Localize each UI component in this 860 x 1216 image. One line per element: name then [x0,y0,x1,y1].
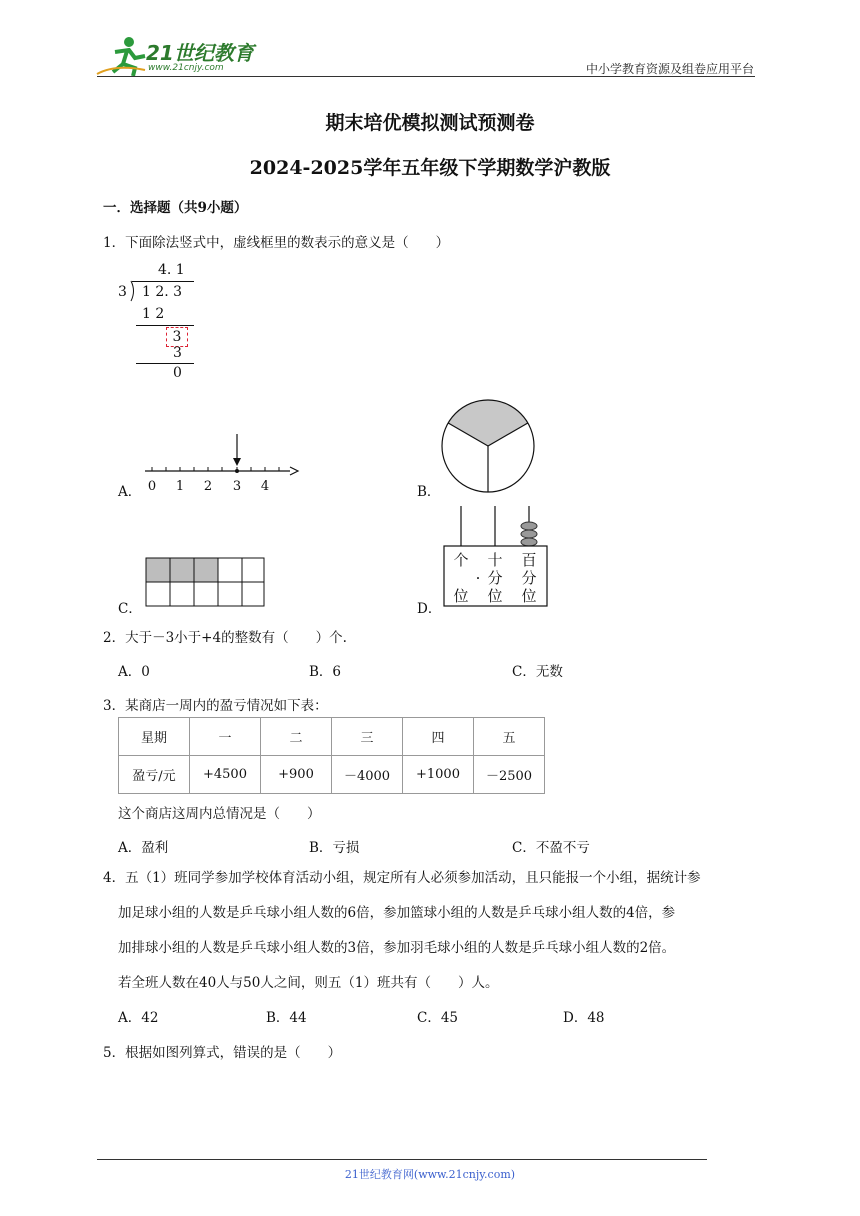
step1-line [136,325,194,326]
abacus-col3-top: 百 [521,551,537,569]
section-heading: 一．选择题（共9小题） [103,200,248,216]
dividend: 1 2. 3 [142,284,183,300]
step1: 1 2 [142,306,165,322]
q1-option-c-label: C． [118,601,142,617]
table-cell: +4500 [190,756,261,794]
abacus-col2-mid: 分 [487,569,503,587]
header-divider [97,76,755,77]
remainder: 0 [173,365,182,381]
table-cell: +900 [261,756,332,794]
table-cell: +1000 [403,756,474,794]
abacus-col1-top: 个 [453,551,469,569]
circle-figure [440,398,536,494]
profit-loss-table [118,717,545,794]
division-bracket-icon [128,279,136,303]
abacus-col3-bottom: 位 [521,587,537,605]
q4-line: 加足球小组的人数是乒乓球小组人数的6倍，参加篮球小组的人数是乒乓球小组人数的4倍，参 [118,905,676,921]
dashed-box [166,327,188,347]
header-right-text: 中小学教育资源及组卷应用平台 [585,62,754,76]
grid-figure [145,557,266,608]
nl-label-1: 1 [175,479,185,494]
abacus-dot: · [475,569,481,587]
division-bar [132,281,194,282]
abacus-col2-bottom: 位 [487,587,503,605]
abacus-col3-mid: 分 [521,569,537,587]
q4-option-b: B．44 [266,1010,307,1026]
quotient: 4. 1 [158,262,185,278]
divisor: 3 [118,284,127,300]
q1-option-d-label: D． [417,601,442,617]
page-subtitle: 2024-2025学年五年级下学期数学沪教版 [249,157,611,179]
q1-division-figure [118,262,208,382]
table-cell: 一 [190,718,261,756]
table-cell: 四 [403,718,474,756]
q4-line: 若全班人数在40人与50人之间，则五（1）班共有（ ）人。 [118,975,499,991]
q3-option-a: A．盈利 [118,840,169,856]
q3-stem: 3．某商店一周内的盈亏情况如下表： [103,698,328,714]
table-row [119,756,545,794]
step2-line [136,363,194,364]
q4-line: 加排球小组的人数是乒乓球小组人数的3倍，参加羽毛球小组的人数是乒乓球小组人数的2倍。 [118,940,676,956]
table-cell: 三 [332,718,403,756]
q2-option-a: A．0 [118,664,150,680]
footer-link[interactable]: 21世纪教育网(www.21cnjy.com) [344,1168,516,1181]
abacus-figure [443,504,549,608]
q1-stem: 1．下面除法竖式中，虚线框里的数表示的意义是（ ） [103,235,450,251]
logo-url: www.21cnjy.com [148,63,224,73]
table-header-row [119,718,545,756]
table-cell: －4000 [332,756,403,794]
nl-label-4: 4 [260,479,270,494]
q2-option-c: C．无数 [512,664,563,680]
abacus-col1-bottom: 位 [453,587,469,605]
footer-divider [97,1159,707,1160]
q4-stem [103,861,763,1001]
q3-question: 这个商店这周内总情况是（ ） [118,806,321,822]
table-cell: 星期 [119,718,190,756]
nl-label-3: 3 [232,479,242,494]
nl-label-0: 0 [147,479,157,494]
q4-line: 4．五（1）班同学参加学校体育活动小组，规定所有人必须参加活动，且只能报一个小组，据统计参 [103,870,701,886]
q1-option-b-label: B． [417,484,441,500]
table-cell: 盈亏/元 [119,756,190,794]
q4-option-d: D．48 [563,1010,605,1026]
table-cell: 五 [474,718,545,756]
page-title: 期末培优模拟测试预测卷 [325,112,535,134]
q5-stem: 5．根据如图列算式，错误的是（ ） [103,1045,342,1061]
table-cell: －2500 [474,756,545,794]
q2-stem: 2．大于－3小于+4的整数有（ ）个. [103,630,347,646]
q4-option-a: A．42 [118,1010,159,1026]
q3-option-c: C．不盈不亏 [512,840,590,856]
step2: 3 [173,345,182,361]
abacus-col2-top: 十 [487,551,503,569]
boxed-digit: 3 [172,329,182,345]
q2-option-b: B．6 [309,664,342,680]
nl-label-2: 2 [203,479,213,494]
q3-option-b: B．亏损 [309,840,360,856]
logo-text: 21世纪教育 [146,41,254,65]
number-line-figure [140,430,305,495]
q4-option-c: C．45 [417,1010,459,1026]
table-cell: 二 [261,718,332,756]
q1-option-a-label: A． [118,484,142,500]
